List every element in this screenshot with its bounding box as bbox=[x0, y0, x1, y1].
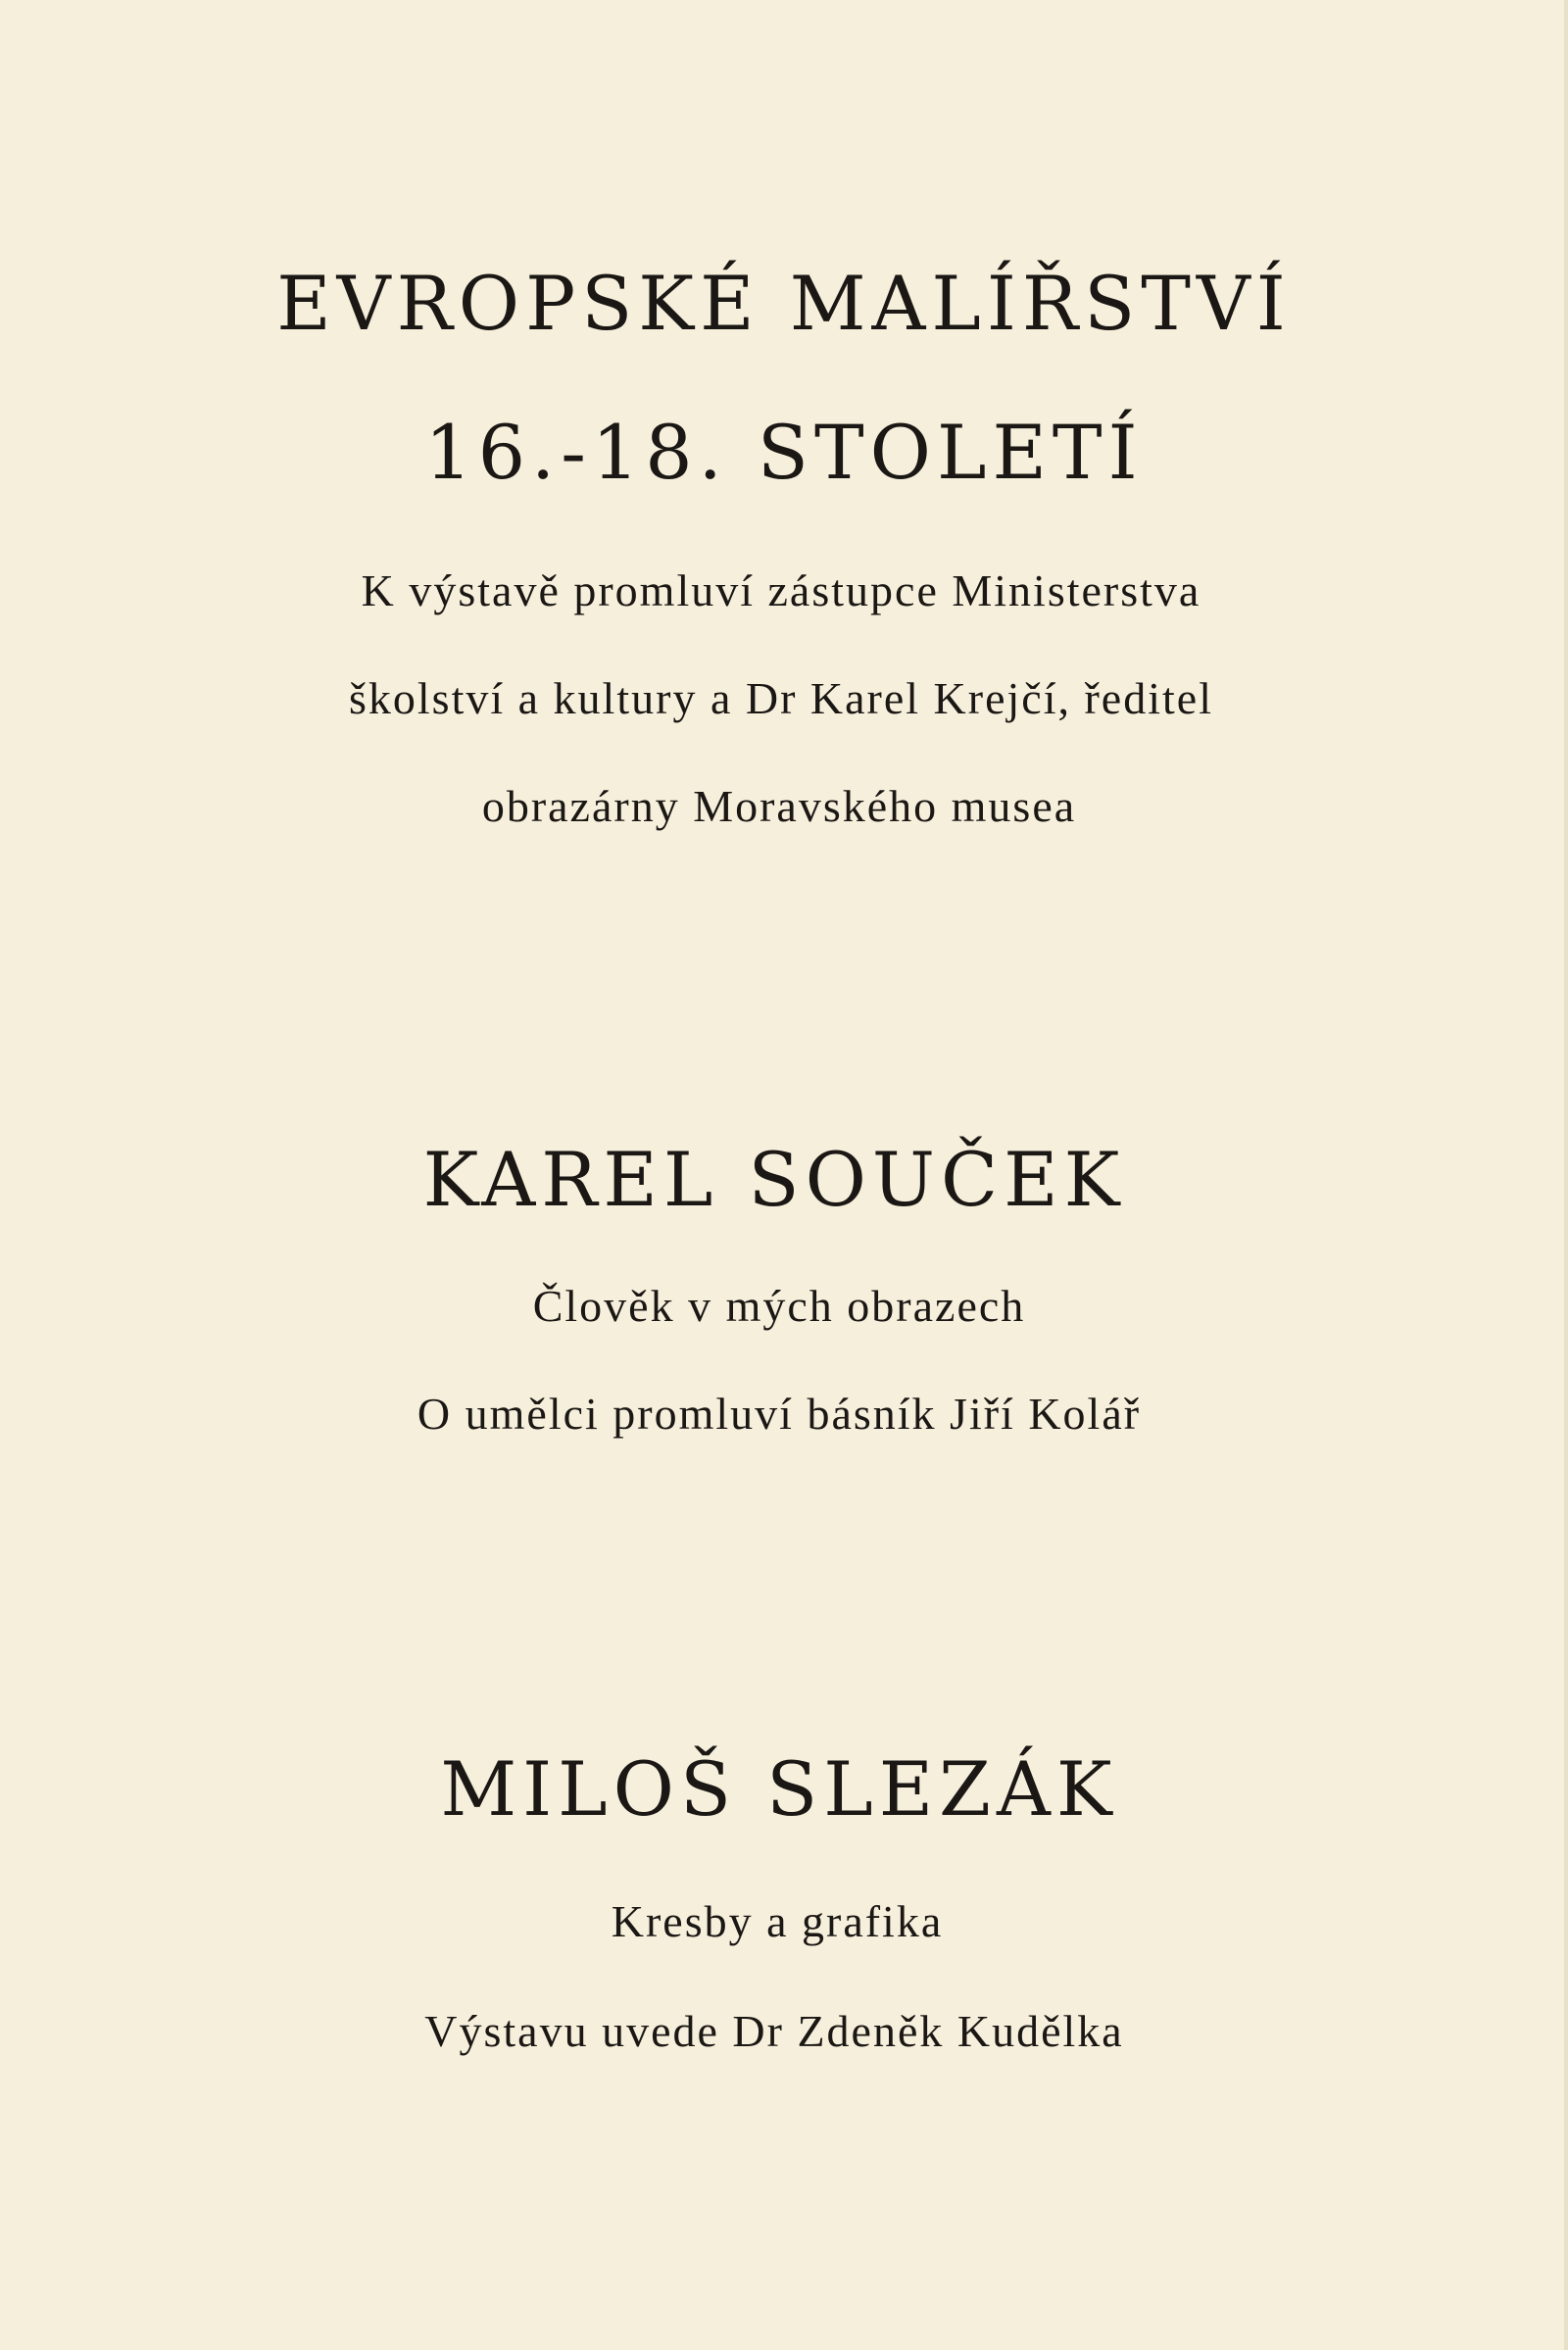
exhibition-intro-line-1: K výstavě promluví zástupce Ministerstva bbox=[361, 565, 1201, 615]
artist-name-soucek: KAREL SOUČEK bbox=[422, 1136, 1126, 1223]
slezak-speaker: Výstavu uvede Dr Zdeněk Kudělka bbox=[424, 2006, 1124, 2056]
exhibition-title-line-2: 16.-18. STOLETÍ bbox=[424, 409, 1144, 496]
paper-edge bbox=[1564, 0, 1568, 2350]
slezak-subtitle: Kresby a grafika bbox=[611, 1896, 944, 1946]
artist-name-slezak: MILOŠ SLEZÁK bbox=[440, 1745, 1118, 1833]
exhibition-intro-line-3: obrazárny Moravského musea bbox=[481, 781, 1077, 831]
soucek-subtitle: Člověk v mých obrazech bbox=[532, 1281, 1026, 1331]
soucek-speaker: O umělci promluví básník Jiří Kolář bbox=[416, 1389, 1142, 1439]
exhibition-title-line-1: EVROPSKÉ MALÍŘSTVÍ bbox=[276, 260, 1292, 347]
exhibition-intro-line-2: školství a kultury a Dr Karel Krejčí, ředitel bbox=[349, 673, 1213, 723]
